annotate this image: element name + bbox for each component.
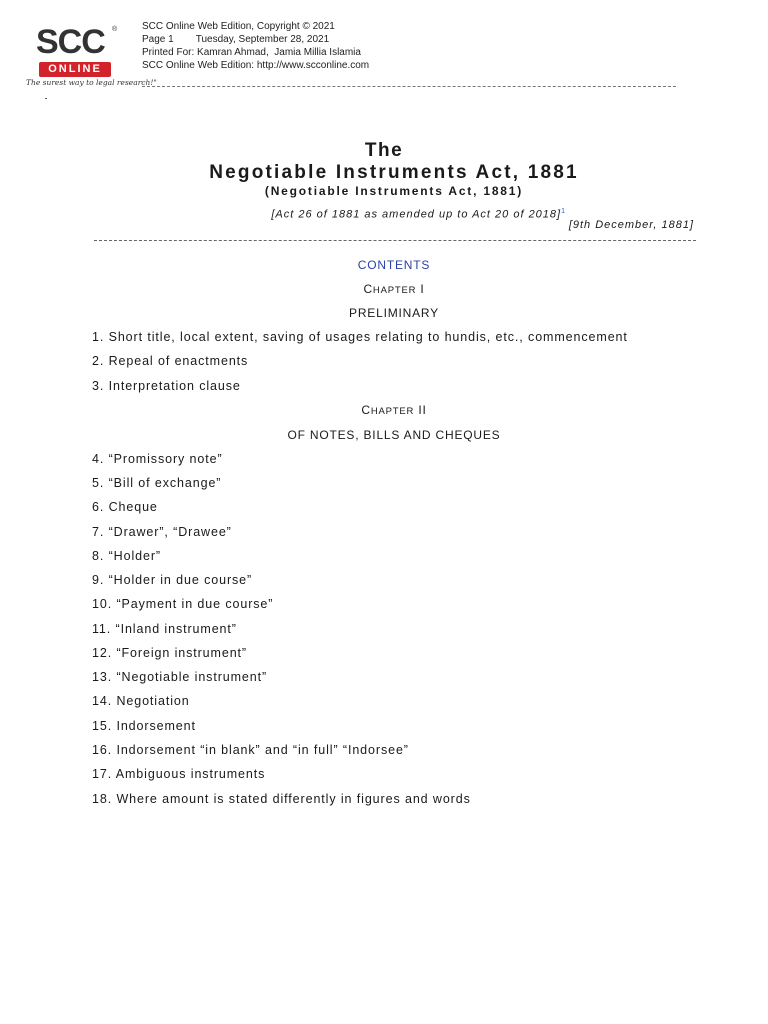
meta-printed-for: Printed For: Kamran Ahmad, Jamia Millia Islamia bbox=[142, 47, 361, 58]
contents-item[interactable]: 10. “Payment in due course” bbox=[92, 597, 274, 611]
title-the: The bbox=[364, 140, 404, 161]
print-metadata bbox=[142, 20, 369, 72]
amendment-text: [Act 26 of 1881 as amended up to Act 20 of 2018] bbox=[271, 208, 562, 221]
contents-item[interactable]: 11. “Inland instrument” bbox=[92, 622, 237, 636]
contents-heading[interactable]: CONTENTS bbox=[357, 258, 431, 272]
act-title: Negotiable Instruments Act, 1881 bbox=[209, 162, 579, 183]
contents-item[interactable]: 1. Short title, local extent, saving of usages relating to hundis, etc., commencement bbox=[92, 330, 628, 344]
logo-online-badge: ONLINE bbox=[39, 62, 111, 77]
logo-main-text: SCC bbox=[36, 23, 105, 61]
contents-item[interactable]: 17. Ambiguous instruments bbox=[92, 767, 266, 781]
contents-item[interactable]: 2. Repeal of enactments bbox=[92, 354, 249, 368]
header-divider bbox=[142, 86, 676, 87]
footnote-link[interactable]: 1 bbox=[561, 208, 566, 215]
contents-item[interactable]: 14. Negotiation bbox=[92, 694, 190, 708]
contents-item[interactable]: 12. “Foreign instrument” bbox=[92, 646, 247, 660]
chapter-2-title: OF NOTES, BILLS AND CHEQUES bbox=[287, 428, 501, 442]
meta-copyright: SCC Online Web Edition, Copyright © 2021 bbox=[142, 21, 335, 32]
contents-item[interactable]: 9. “Holder in due course” bbox=[92, 573, 253, 587]
enactment-date: [9th December, 1881] bbox=[568, 219, 694, 231]
contents-item[interactable]: 5. “Bill of exchange” bbox=[92, 476, 222, 490]
contents-item[interactable]: 8. “Holder” bbox=[92, 549, 161, 563]
contents-item[interactable]: 18. Where amount is stated differently in figures and words bbox=[92, 792, 471, 806]
contents-item[interactable]: 16. Indorsement “in blank” and “in full” “Indorsee” bbox=[92, 743, 409, 757]
contents-item[interactable]: 4. “Promissory note” bbox=[92, 452, 223, 466]
contents-item[interactable]: 15. Indorsement bbox=[92, 719, 196, 733]
title-divider bbox=[94, 240, 696, 241]
contents-item[interactable]: 6. Cheque bbox=[92, 500, 158, 514]
chapter-1-label: CHAPTER I bbox=[363, 282, 425, 296]
stray-mark bbox=[45, 98, 47, 99]
meta-page-date: Page 1 Tuesday, September 28, 2021 bbox=[142, 34, 330, 45]
contents-item[interactable]: 7. “Drawer”, “Drawee” bbox=[92, 525, 232, 539]
chapter-1-title: PRELIMINARY bbox=[349, 306, 439, 320]
contents-item[interactable]: 13. “Negotiable instrument” bbox=[92, 670, 268, 684]
contents-item[interactable]: 3. Interpretation clause bbox=[92, 379, 241, 393]
act-short-title: (Negotiable Instruments Act, 1881) bbox=[264, 184, 524, 198]
logo-tagline: The surest way to legal research!" bbox=[26, 78, 157, 87]
chapter-2-label: CHAPTER II bbox=[361, 403, 427, 417]
scc-online-logo bbox=[26, 22, 157, 94]
amendment-note bbox=[271, 208, 566, 221]
meta-website[interactable]: SCC Online Web Edition: http://www.scconline.com bbox=[142, 60, 370, 71]
logo-registered-mark: ® bbox=[112, 26, 118, 33]
